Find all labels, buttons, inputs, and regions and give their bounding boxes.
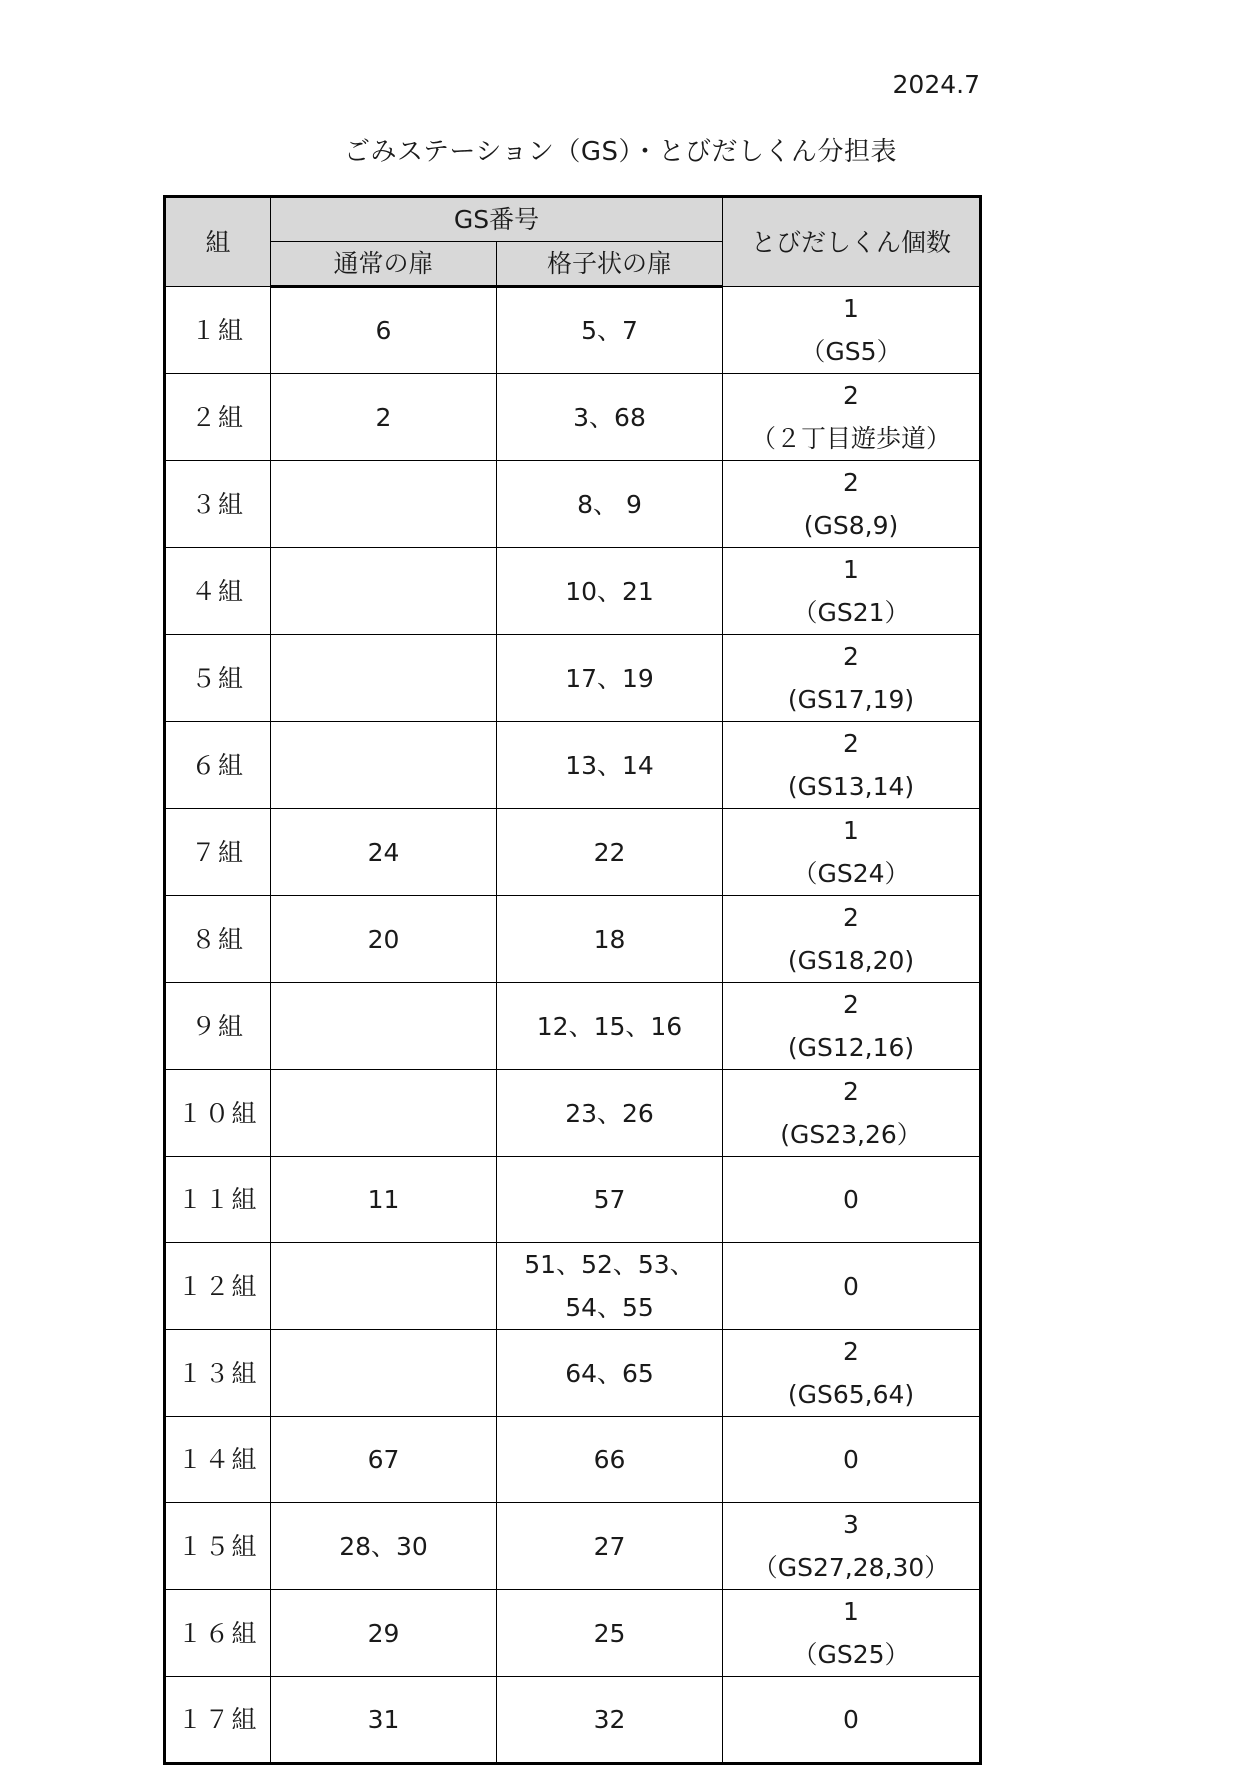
- lattice-door-cell: 27: [497, 1503, 723, 1590]
- header-gs-number: GS番号: [271, 197, 723, 242]
- tobidashi-count-value: 2: [843, 903, 859, 932]
- group-cell: ６組: [165, 722, 271, 809]
- normal-door-cell: [271, 1330, 497, 1417]
- tobidashi-count-note: (GS12,16): [787, 1033, 915, 1062]
- tobidashi-count-cell: [723, 635, 981, 722]
- group-cell: １７組: [165, 1677, 271, 1764]
- group-cell: １４組: [165, 1417, 271, 1503]
- normal-door-cell: 11: [271, 1157, 497, 1243]
- document-title: ごみステーション（GS）・とびだしくん分担表: [343, 137, 898, 167]
- table-row: [165, 635, 981, 722]
- lattice-door-cell: 13、14: [497, 722, 723, 809]
- table-row: [165, 1243, 981, 1330]
- tobidashi-count-value: 1: [843, 1597, 859, 1626]
- lattice-door-cell: 18: [497, 896, 723, 983]
- lattice-door-cell: 17、19: [497, 635, 723, 722]
- header-lattice-door: 格子状の扉: [497, 242, 723, 287]
- group-cell: １２組: [165, 1243, 271, 1330]
- tobidashi-count-cell: [723, 809, 981, 896]
- group-cell: ９組: [165, 983, 271, 1070]
- header-normal-door: 通常の扉: [271, 242, 497, 287]
- tobidashi-count-value: 2: [843, 990, 859, 1019]
- table-row: [165, 374, 981, 461]
- tobidashi-count-cell: [723, 287, 981, 374]
- normal-door-cell: 24: [271, 809, 497, 896]
- tobidashi-count-note: （GS27,28,30）: [752, 1553, 950, 1582]
- lattice-door-cell: 8、 9: [497, 461, 723, 548]
- lattice-door-line: 51、52、53、: [524, 1250, 695, 1279]
- tobidashi-count-cell: [723, 1330, 981, 1417]
- tobidashi-count-cell: [723, 1070, 981, 1157]
- table-row: [165, 1417, 981, 1503]
- lattice-door-cell: 66: [497, 1417, 723, 1503]
- group-cell: １組: [165, 287, 271, 374]
- table-row: [165, 1070, 981, 1157]
- tobidashi-count-note: （GS25）: [792, 1640, 910, 1669]
- lattice-door-cell: 25: [497, 1590, 723, 1677]
- tobidashi-count-value: 2: [843, 729, 859, 758]
- header-group: 組: [165, 197, 271, 287]
- normal-door-cell: 6: [271, 287, 497, 374]
- group-cell: １３組: [165, 1330, 271, 1417]
- assignment-table: [163, 195, 982, 1765]
- normal-door-cell: [271, 983, 497, 1070]
- tobidashi-count-note: （GS5）: [800, 337, 902, 366]
- group-cell: ５組: [165, 635, 271, 722]
- group-cell: １０組: [165, 1070, 271, 1157]
- tobidashi-count-note: (GS18,20): [787, 946, 915, 975]
- tobidashi-count-cell: [723, 983, 981, 1070]
- tobidashi-count-value: 1: [843, 816, 859, 845]
- lattice-door-cell: 32: [497, 1677, 723, 1764]
- group-cell: ８組: [165, 896, 271, 983]
- table-row: [165, 1157, 981, 1243]
- lattice-door-cell: 64、65: [497, 1330, 723, 1417]
- group-cell: １５組: [165, 1503, 271, 1590]
- normal-door-cell: 20: [271, 896, 497, 983]
- normal-door-cell: [271, 635, 497, 722]
- tobidashi-count-cell: [723, 1590, 981, 1677]
- lattice-door-cell: 5、7: [497, 287, 723, 374]
- tobidashi-count-cell: [723, 374, 981, 461]
- tobidashi-count-cell: 0: [723, 1243, 981, 1330]
- normal-door-cell: 29: [271, 1590, 497, 1677]
- table-row: [165, 1677, 981, 1764]
- tobidashi-count-note: （GS24）: [792, 859, 910, 888]
- lattice-door-cell: [497, 1243, 723, 1330]
- table-row: [165, 287, 981, 374]
- group-cell: １１組: [165, 1157, 271, 1243]
- group-cell: １６組: [165, 1590, 271, 1677]
- tobidashi-count-note: （GS21）: [792, 598, 910, 627]
- table-row: [165, 983, 981, 1070]
- table-header-row: [165, 197, 981, 242]
- tobidashi-count-value: 2: [843, 1337, 859, 1366]
- lattice-door-cell: 23、26: [497, 1070, 723, 1157]
- normal-door-cell: 67: [271, 1417, 497, 1503]
- group-cell: ２組: [165, 374, 271, 461]
- table-row: [165, 461, 981, 548]
- tobidashi-count-note: (GS8,9): [803, 511, 899, 540]
- document-date: 2024.7: [892, 70, 980, 99]
- tobidashi-count-value: 3: [843, 1510, 859, 1539]
- lattice-door-cell: 22: [497, 809, 723, 896]
- table-row: [165, 896, 981, 983]
- tobidashi-count-cell: [723, 722, 981, 809]
- table-row: [165, 1330, 981, 1417]
- tobidashi-count-value: 1: [843, 294, 859, 323]
- normal-door-cell: 2: [271, 374, 497, 461]
- tobidashi-count-note: (GS17,19): [787, 685, 915, 714]
- normal-door-cell: 28、30: [271, 1503, 497, 1590]
- table-row: [165, 548, 981, 635]
- lattice-door-cell: 3、68: [497, 374, 723, 461]
- group-cell: ７組: [165, 809, 271, 896]
- tobidashi-count-cell: [723, 896, 981, 983]
- tobidashi-count-value: 2: [843, 468, 859, 497]
- table-row: [165, 1590, 981, 1677]
- tobidashi-count-value: 1: [843, 555, 859, 584]
- table-row: [165, 809, 981, 896]
- tobidashi-count-value: 2: [843, 381, 859, 410]
- tobidashi-count-cell: [723, 1503, 981, 1590]
- tobidashi-count-cell: [723, 548, 981, 635]
- normal-door-cell: [271, 1243, 497, 1330]
- header-tobidashi-count: とびだしくん個数: [723, 197, 981, 287]
- table-row: [165, 722, 981, 809]
- table-row: [165, 1503, 981, 1590]
- group-cell: ４組: [165, 548, 271, 635]
- normal-door-cell: [271, 461, 497, 548]
- tobidashi-count-cell: [723, 461, 981, 548]
- lattice-door-cell: 12、15、16: [497, 983, 723, 1070]
- lattice-door-line: 54、55: [565, 1293, 654, 1322]
- tobidashi-count-cell: 0: [723, 1677, 981, 1764]
- tobidashi-count-cell: 0: [723, 1157, 981, 1243]
- lattice-door-cell: 57: [497, 1157, 723, 1243]
- tobidashi-count-value: 2: [843, 642, 859, 671]
- lattice-door-cell: 10、21: [497, 548, 723, 635]
- normal-door-cell: [271, 548, 497, 635]
- tobidashi-count-value: 2: [843, 1077, 859, 1106]
- normal-door-cell: [271, 1070, 497, 1157]
- tobidashi-count-cell: 0: [723, 1417, 981, 1503]
- tobidashi-count-note: (GS23,26）: [780, 1120, 922, 1149]
- normal-door-cell: [271, 722, 497, 809]
- group-cell: ３組: [165, 461, 271, 548]
- normal-door-cell: 31: [271, 1677, 497, 1764]
- tobidashi-count-note: (GS13,14): [787, 772, 915, 801]
- tobidashi-count-note: （２丁目遊歩道）: [750, 424, 951, 453]
- tobidashi-count-note: (GS65,64): [787, 1380, 915, 1409]
